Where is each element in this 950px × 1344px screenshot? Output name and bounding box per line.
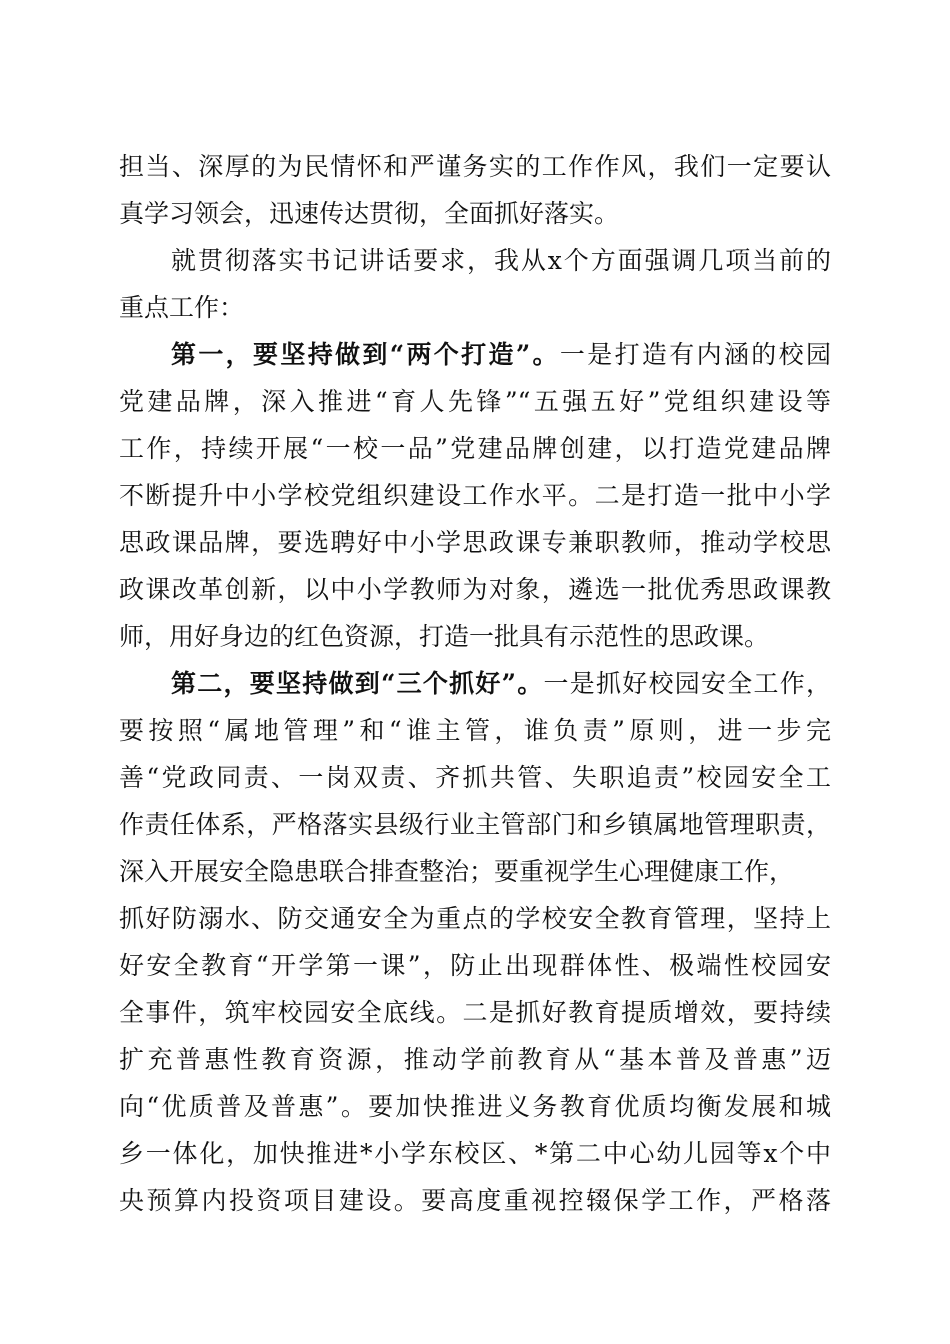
- section-heading: 第一，要坚持做到“两个打造”。: [171, 340, 560, 369]
- text-line: 好安全教育“开学第一课”，防止出现群体性、极端性校园安: [119, 951, 831, 980]
- text-line: [119, 331, 831, 378]
- text-line: 真学习领会，迅速传达贯彻，全面抓好落实。: [119, 199, 620, 228]
- text-line: 就贯彻落实书记讲话要求，我从x个方面强调几项当前的: [171, 246, 831, 275]
- text-segment: 一是抓好校园安全工作，: [543, 669, 831, 698]
- text-segment: 一是打造有内涵的校园: [559, 340, 831, 369]
- document-body: [119, 143, 831, 1224]
- text-line: 抓好防溺水、防交通安全为重点的学校安全教育管理，坚持上: [119, 904, 831, 933]
- text-line: 乡一体化，加快推进*小学东校区、*第二中心幼儿园等x个中: [119, 1139, 831, 1168]
- text-line: 央预算内投资项目建设。要高度重视控辍保学工作，严格落: [119, 1186, 831, 1215]
- text-line: 善“党政同责、一岗双责、齐抓共管、失职追责”校园安全工: [119, 763, 831, 792]
- text-line: 党建品牌，深入推进“育人先锋”“五强五好”党组织建设等: [119, 387, 831, 416]
- text-line: 作责任体系，严格落实县级行业主管部门和乡镇属地管理职责，: [119, 810, 831, 839]
- text-line: 扩充普惠性教育资源，推动学前教育从“基本普及普惠”迈: [119, 1045, 831, 1074]
- text-line: 向“优质普及普惠”。要加快推进义务教育优质均衡发展和城: [119, 1092, 831, 1121]
- text-line: 重点工作：: [119, 293, 245, 322]
- text-line: 全事件，筑牢校园安全底线。二是抓好教育提质增效，要持续: [119, 998, 831, 1027]
- text-line: 思政课品牌，要选聘好中小学思政课专兼职教师，推动学校思: [119, 528, 831, 557]
- text-line: 不断提升中小学校党组织建设工作水平。二是打造一批中小学: [119, 481, 831, 510]
- text-line: 要按照“属地管理”和“谁主管，谁负责”原则，进一步完: [119, 716, 831, 745]
- text-line: 担当、深厚的为民情怀和严谨务实的工作作风，我们一定要认: [119, 152, 831, 181]
- text-line: 政课改革创新，以中小学教师为对象，遴选一批优秀思政课教: [119, 575, 831, 604]
- text-line: 工作，持续开展“一校一品”党建品牌创建，以打造党建品牌: [119, 434, 831, 463]
- text-line: 师，用好身边的红色资源，打造一批具有示范性的思政课。: [119, 622, 770, 651]
- text-line: [119, 660, 831, 707]
- section-heading: 第二，要坚持做到“三个抓好”。: [171, 669, 544, 698]
- text-line: 深入开展安全隐患联合排查整治；要重视学生心理健康工作，: [119, 857, 795, 886]
